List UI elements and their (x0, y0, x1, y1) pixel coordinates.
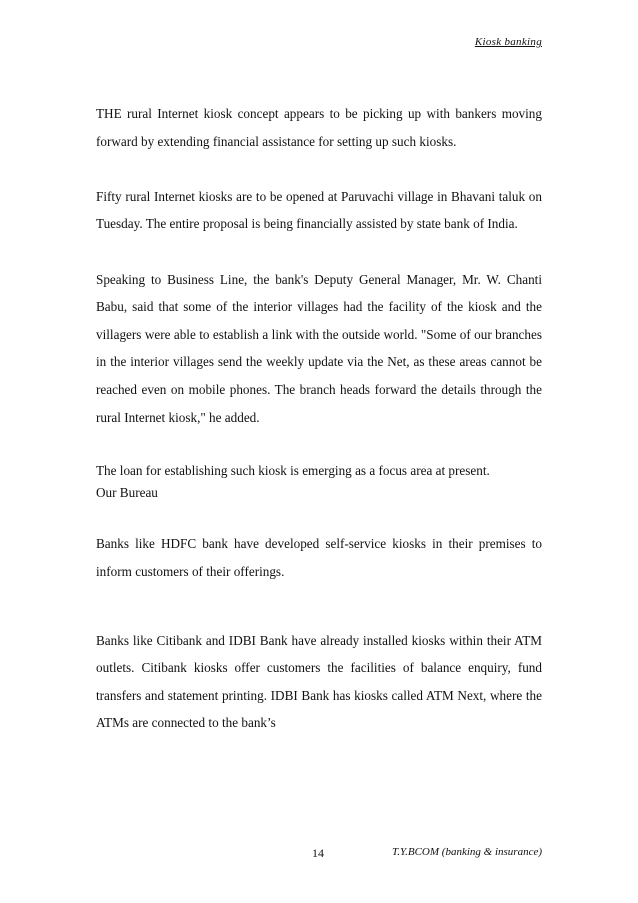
paragraph-spacer (96, 155, 542, 183)
paragraph-spacer (96, 503, 542, 531)
paragraph-spacer (96, 238, 542, 266)
page-number: 14 (312, 846, 324, 860)
paragraph-paruvachi-kiosks: Fifty rural Internet kiosks are to be opened at Paruvachi village in Bhavani taluk on Tuesday. The entire proposal is being financially assisted by state bank of India. (96, 188, 542, 232)
paragraph-spacer (96, 586, 542, 627)
byline-our-bureau: Our Bureau (96, 484, 158, 500)
running-header-title: Kiosk banking (474, 36, 542, 48)
paragraph-spacer (96, 431, 542, 459)
paragraph-hdfc-kiosks: Banks like HDFC bank have developed self-service kiosks in their premises to inform customers of their offerings. (96, 536, 542, 579)
document-body (96, 100, 542, 737)
page-footer (0, 846, 638, 866)
paragraph-loan-focus: The loan for establishing such kiosk is emerging as a focus area at present. (96, 462, 490, 478)
paragraph-kiosk-concept: THE rural Internet kiosk concept appears to be picking up with bankers moving forward by extending financial assistance for setting up such kiosks. (96, 106, 542, 149)
footer-course-label: T.Y.BCOM (banking & insurance) (391, 846, 542, 858)
paragraph-business-line-quote: Speaking to Business Line, the bank's Deputy General Manager, Mr. W. Chanti Babu, said that some of the interior villages had the facility of the kiosk and the villagers were able to establish a link with the outside world. "Some of our branches in the interior villages send the weekly update via the Net, as these areas cannot be reached even on mobile phones. The branch heads forward the details through the rural Internet kiosk," he added. (96, 271, 542, 425)
paragraph-citibank-idbi: Banks like Citibank and IDBI Bank have already installed kiosks within their ATM outlets. Citibank kiosks offer customers the facilities of balance enquiry, fund transfers and statement printing. IDBI Bank has kiosks called ATM Next, where the ATMs are connected to the bank’s (96, 632, 542, 731)
